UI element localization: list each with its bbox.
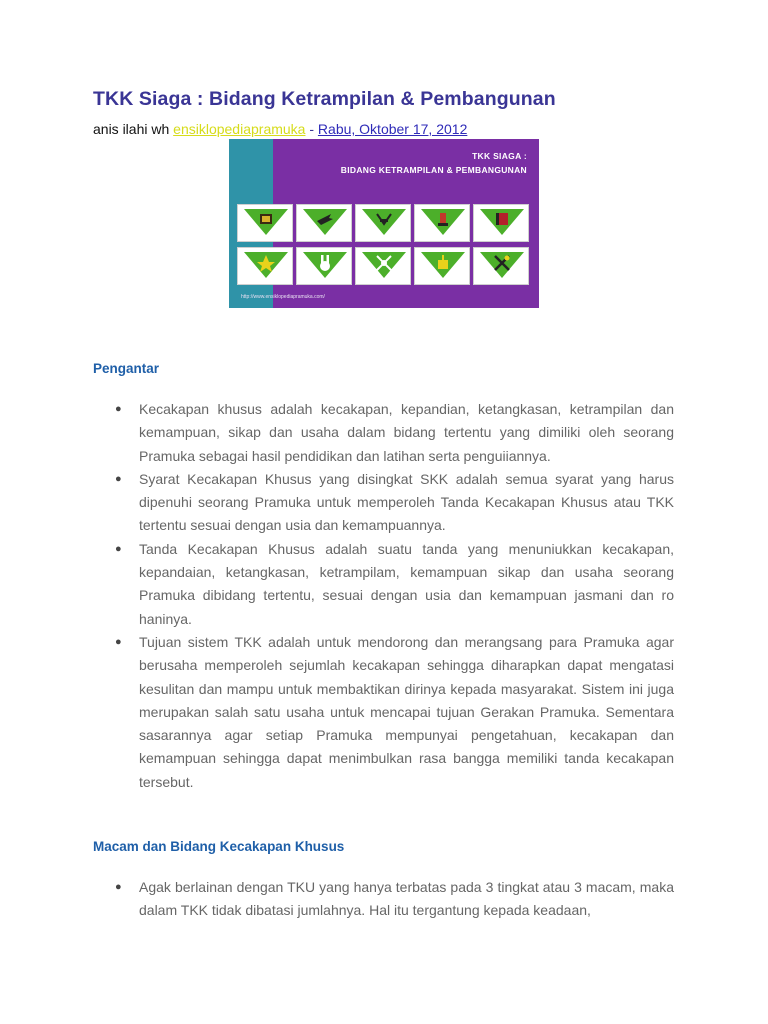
badge-icon — [474, 205, 530, 243]
source-link[interactable]: ensiklopediapramuka — [173, 121, 306, 137]
article-title: TKK Siaga : Bidang Ketrampilan & Pembangunan — [93, 88, 556, 110]
badge-tile — [473, 247, 529, 285]
author-name: anis ilahi wh — [93, 121, 170, 137]
badge-tile — [355, 247, 411, 285]
list-item-text: Tanda Kecakapan Khusus adalah suatu tanda yang menuniukkan kecakapan, kepandaian, ketangkasan, ketrampilam, kemampuan sikap dan usaha seorang Pramuka dibidang tertentu, sesuai dengan usia dan kemampuan jasmani dan ro haninya. — [139, 540, 674, 627]
list-item — [93, 468, 674, 538]
banner-url: http://www.ensiklopediapramuka.com/ — [241, 294, 325, 300]
badge-tile — [414, 204, 470, 242]
bullet-dot-icon: ● — [115, 635, 122, 648]
badge-icon — [238, 205, 294, 243]
bullet-dot-icon: ● — [115, 881, 122, 893]
list-item-text: Kecakapan khusus adalah kecakapan, kepandian, ketangkasan, ketrampilan dan kemampuan, sikap dan usaha dalam bidang tertentu yang dimiliki oleh seorang Pramuka sebagai hasil pendidikan dan latihan serta penguiiannya. — [139, 401, 674, 464]
badge-tile — [355, 204, 411, 242]
badge-tile — [296, 247, 352, 285]
list-item-text: Syarat Kecakapan Khusus yang disingkat SKK adalah semua syarat yang harus dipenuhi seorang Pramuka untuk memperoleh Tanda Kecakapan Khusus atau TKK tertentu sesuai dengan usia dan kemampuannya. — [139, 470, 674, 534]
badge-icon — [356, 205, 412, 243]
badge-icon — [474, 248, 530, 286]
banner-heading-line2: BIDANG KETRAMPILAN & PEMBANGUNAN — [340, 165, 527, 175]
date-link[interactable]: Rabu, Oktober 17, 2012 — [317, 121, 468, 137]
badge-tile — [237, 204, 293, 242]
badge-tile — [237, 247, 293, 285]
banner-image — [229, 139, 539, 308]
badge-icon — [356, 248, 412, 286]
badge-tile — [414, 247, 470, 285]
list-item-text: Tujuan sistem TKK adalah untuk mendorong dan merangsang para Pramuka agar berusaha memperoleh sejumlah kecakapan sehingga diharapkan dapat mengatasi kesulitan dan mampu untuk membaktikan dirinya kepada masyarakat. Sistem ini juga merupakan salah satu usaha untuk mencapai tujuan Gerakan Pramuka. Sementara sasarannya agar setiap Pramuka mempunyai pengetahuan, kecakapan dan kemampuan sehingga dapat menimbulkan rasa bangga memiliki tanda kecakapan tersebut. — [139, 633, 674, 790]
badge-icon — [415, 205, 471, 243]
badge-tile — [473, 204, 529, 242]
bullet-dot-icon: ● — [115, 403, 122, 415]
list-item — [93, 538, 674, 631]
section-heading-macam-bidang: Macam dan Bidang Kecakapan Khusus — [93, 839, 345, 854]
bullet-dot-icon: ● — [115, 472, 122, 485]
banner-heading-line1: TKK SIAGA : — [472, 151, 527, 161]
byline-separator: - — [305, 121, 318, 137]
bullet-list-macam-bidang — [93, 876, 674, 923]
badge-icon — [297, 248, 353, 286]
badge-icon — [415, 248, 471, 286]
list-item — [93, 876, 674, 923]
byline — [93, 121, 467, 137]
list-item — [93, 631, 674, 794]
badge-icon — [238, 248, 294, 286]
section-heading-pengantar: Pengantar — [93, 361, 160, 376]
badge-icon — [297, 205, 353, 243]
bullet-dot-icon: ● — [115, 542, 122, 555]
list-item-text: Agak berlainan dengan TKU yang hanya terbatas pada 3 tingkat atau 3 macam, maka dalam TKK tidak dibatasi jumlahnya. Hal itu tergantung kepada keadaan, — [139, 879, 674, 919]
badge-tile — [296, 204, 352, 242]
list-item — [93, 398, 674, 468]
bullet-list-pengantar — [93, 398, 674, 794]
